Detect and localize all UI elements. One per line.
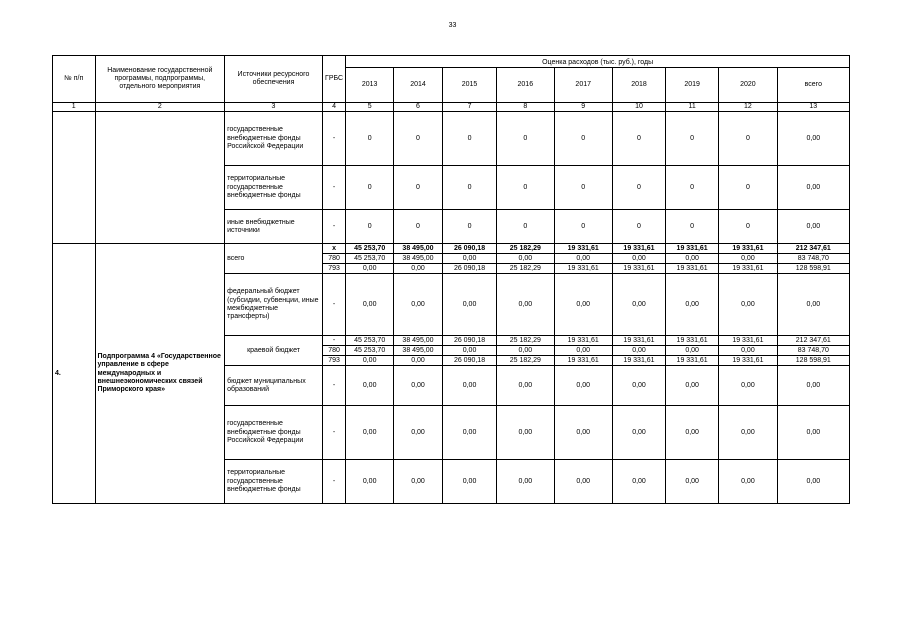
column-index-cell: 8 [497,103,554,112]
header-source: Источники ресурсного обеспечения [225,56,323,103]
column-index-cell: 4 [322,103,345,112]
value-cell: 0 [666,112,719,166]
value-cell: 26 090,18 [442,336,496,346]
column-index-cell: 6 [394,103,443,112]
grbs-cell: - [322,406,345,460]
value-cell: 0 [497,210,554,244]
grbs-cell: - [322,336,345,346]
value-cell: 0 [554,112,612,166]
value-cell: 0,00 [666,460,719,504]
row-total-cell: 0,00 [777,460,849,504]
row-total-cell: 0,00 [777,112,849,166]
value-cell: 0,00 [719,346,777,356]
subprogram-number: 4. [53,244,96,504]
row-total-cell: 128 598,91 [777,264,849,274]
value-cell: 19 331,61 [719,356,777,366]
value-cell: 0,00 [666,254,719,264]
value-cell: 0,00 [442,254,496,264]
value-cell: 0,00 [394,406,443,460]
value-cell: 19 331,61 [554,244,612,254]
value-cell: 0 [612,112,665,166]
value-cell: 0,00 [719,460,777,504]
source-cell: всего [225,244,323,274]
column-index-cell: 12 [719,103,777,112]
column-index-cell: 11 [666,103,719,112]
grbs-cell: - [322,112,345,166]
value-cell: 38 495,00 [394,254,443,264]
value-cell: 0,00 [442,406,496,460]
row-total-cell: 0,00 [777,366,849,406]
header-year: 2019 [666,68,719,103]
value-cell: 0 [346,112,394,166]
name-cell [95,112,225,244]
value-cell: 0 [554,210,612,244]
value-cell: 0 [394,166,443,210]
value-cell: 19 331,61 [612,336,665,346]
value-cell: 19 331,61 [612,244,665,254]
value-cell: 0,00 [554,366,612,406]
value-cell: 0,00 [554,254,612,264]
value-cell: 19 331,61 [554,356,612,366]
header-year: 2015 [442,68,496,103]
value-cell: 0 [554,166,612,210]
value-cell: 19 331,61 [666,356,719,366]
grbs-cell: 793 [322,356,345,366]
column-index-cell: 10 [612,103,665,112]
num-cell [53,112,96,244]
value-cell: 19 331,61 [719,336,777,346]
value-cell: 0,00 [394,274,443,336]
column-index-cell: 5 [346,103,394,112]
value-cell: 0,00 [442,274,496,336]
value-cell: 45 253,70 [346,336,394,346]
value-cell: 0 [612,166,665,210]
value-cell: 45 253,70 [346,244,394,254]
value-cell: 0,00 [346,406,394,460]
header-year: 2014 [394,68,443,103]
grbs-cell: - [322,274,345,336]
row-total-cell: 0,00 [777,166,849,210]
source-cell: государственные внебюджетные фонды Российской Федерации [225,406,323,460]
value-cell: 19 331,61 [719,264,777,274]
header-total: всего [777,68,849,103]
column-index-cell: 9 [554,103,612,112]
value-cell: 0,00 [394,460,443,504]
value-cell: 0,00 [719,406,777,460]
value-cell: 0,00 [612,254,665,264]
value-cell: 0,00 [612,406,665,460]
subprogram-name: Подпрограмма 4 «Государственное управление в сфере международных и внешнеэкономических связей Приморского края» [95,244,225,504]
value-cell: 38 495,00 [394,336,443,346]
value-cell: 25 182,29 [497,264,554,274]
source-cell: иные внебюджетные источники [225,210,323,244]
value-cell: 0,00 [346,264,394,274]
value-cell: 0 [612,210,665,244]
expenses-table [52,55,850,504]
header-year: 2016 [497,68,554,103]
value-cell: 0,00 [497,274,554,336]
header-year: 2017 [554,68,612,103]
column-index-cell: 2 [95,103,225,112]
value-cell: 26 090,18 [442,264,496,274]
source-cell: краевой бюджет [225,336,323,366]
value-cell: 0,00 [497,460,554,504]
value-cell: 0,00 [394,366,443,406]
source-cell: территориальные государственные внебюджетные фонды [225,166,323,210]
row-total-cell: 212 347,61 [777,336,849,346]
source-cell: федеральный бюджет (субсидии, субвенции, иные межбюджетные трансферты) [225,274,323,336]
value-cell: 25 182,29 [497,336,554,346]
value-cell: 19 331,61 [612,264,665,274]
header-estimate: Оценка расходов (тыс. руб.), годы [346,56,850,68]
value-cell: 0,00 [497,406,554,460]
value-cell: 25 182,29 [497,356,554,366]
row-total-cell: 212 347,61 [777,244,849,254]
value-cell: 0,00 [612,460,665,504]
value-cell: 0,00 [346,366,394,406]
row-total-cell: 83 748,70 [777,346,849,356]
row-total-cell: 0,00 [777,406,849,460]
value-cell: 19 331,61 [719,244,777,254]
header-grbs: ГРБС [322,56,345,103]
grbs-cell: - [322,166,345,210]
page-number: 33 [448,22,457,29]
value-cell: 0,00 [346,356,394,366]
column-index-row [53,103,850,112]
value-cell: 0,00 [346,274,394,336]
header-year: 2018 [612,68,665,103]
value-cell: 0,00 [554,460,612,504]
value-cell: 19 331,61 [666,336,719,346]
value-cell: 19 331,61 [554,336,612,346]
row-total-cell: 0,00 [777,274,849,336]
value-cell: 0 [394,210,443,244]
value-cell: 0 [346,166,394,210]
header-year: 2013 [346,68,394,103]
value-cell: 0,00 [666,406,719,460]
row-total-cell: 83 748,70 [777,254,849,264]
value-cell: 0,00 [442,346,496,356]
value-cell: 0,00 [666,346,719,356]
value-cell: 26 090,18 [442,356,496,366]
header-name: Наименование государственной программы, подпрограммы, отдельного мероприятия [95,56,225,103]
grbs-cell: - [322,210,345,244]
value-cell: 19 331,61 [612,356,665,366]
grbs-cell: - [322,460,345,504]
value-cell: 25 182,29 [497,244,554,254]
value-cell: 0 [497,166,554,210]
value-cell: 0 [346,210,394,244]
value-cell: 0,00 [554,274,612,336]
value-cell: 0 [666,166,719,210]
value-cell: 0,00 [719,274,777,336]
grbs-cell: 793 [322,264,345,274]
grbs-cell: 780 [322,254,345,264]
value-cell: 0,00 [497,254,554,264]
grbs-cell: - [322,366,345,406]
column-index-cell: 1 [53,103,96,112]
column-index-cell: 7 [442,103,496,112]
value-cell: 0,00 [719,254,777,264]
value-cell: 0,00 [442,460,496,504]
value-cell: 0,00 [346,460,394,504]
row-total-cell: 128 598,91 [777,356,849,366]
grbs-cell: x [322,244,345,254]
value-cell: 0,00 [612,366,665,406]
value-cell: 38 495,00 [394,244,443,254]
value-cell: 19 331,61 [666,264,719,274]
value-cell: 19 331,61 [666,244,719,254]
value-cell: 0 [442,112,496,166]
source-cell: государственные внебюджетные фонды Российской Федерации [225,112,323,166]
header-year: 2020 [719,68,777,103]
value-cell: 0,00 [719,366,777,406]
value-cell: 0,00 [612,274,665,336]
value-cell: 45 253,70 [346,346,394,356]
value-cell: 0,00 [666,274,719,336]
header-num: № п/п [53,56,96,103]
value-cell: 0 [442,166,496,210]
value-cell: 0,00 [554,406,612,460]
value-cell: 0 [719,112,777,166]
value-cell: 26 090,18 [442,244,496,254]
value-cell: 0 [719,166,777,210]
value-cell: 0,00 [442,366,496,406]
value-cell: 0,00 [497,366,554,406]
value-cell: 0 [719,210,777,244]
value-cell: 0,00 [394,356,443,366]
value-cell: 0 [666,210,719,244]
source-cell: бюджет муниципальных образований [225,366,323,406]
value-cell: 19 331,61 [554,264,612,274]
value-cell: 38 495,00 [394,346,443,356]
source-cell: территориальные государственные внебюджетные фонды [225,460,323,504]
grbs-cell: 780 [322,346,345,356]
column-index-cell: 3 [225,103,323,112]
row-total-cell: 0,00 [777,210,849,244]
value-cell: 0,00 [612,346,665,356]
column-index-cell: 13 [777,103,849,112]
table-row [53,112,850,166]
value-cell: 0 [497,112,554,166]
value-cell: 0,00 [497,346,554,356]
value-cell: 0 [442,210,496,244]
table-row [53,244,850,254]
value-cell: 0 [394,112,443,166]
value-cell: 0,00 [666,366,719,406]
value-cell: 0,00 [554,346,612,356]
value-cell: 0,00 [394,264,443,274]
value-cell: 45 253,70 [346,254,394,264]
